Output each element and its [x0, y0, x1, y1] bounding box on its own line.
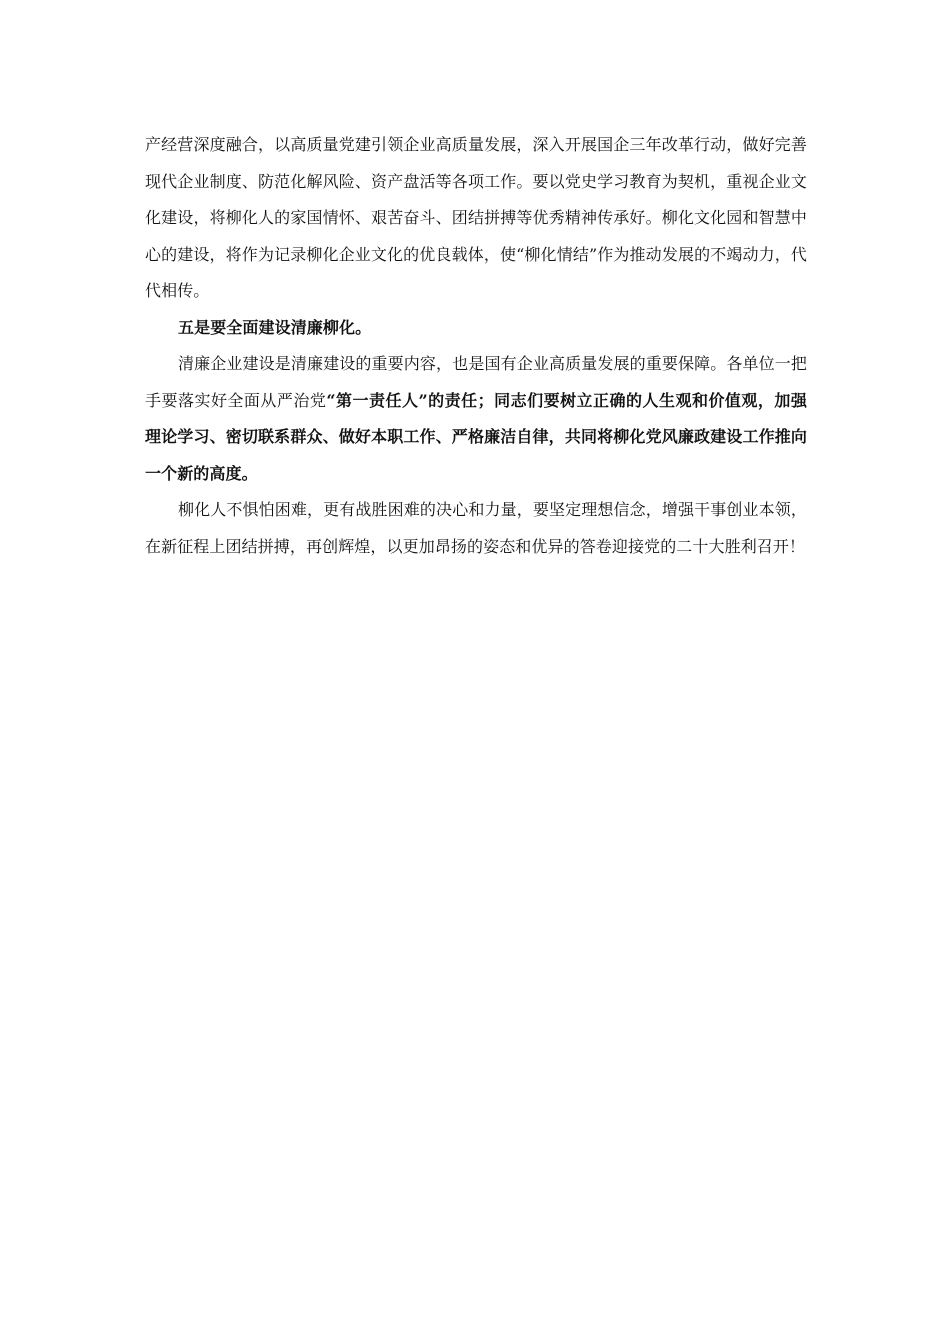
paragraph-clean-enterprise: [145, 346, 807, 492]
paragraph-continuation: 产经营深度融合，以高质量党建引领企业高质量发展，深入开展国企三年改革行动，做好完善现代企业制度、防范化解风险、资产盘活等各项工作。要以党史学习教育为契机，重视企业文化建设，将柳化人的家国情怀、艰苦奋斗、团结拼搏等优秀精神传承好。柳化文化园和智慧中心的建设，将作为记录柳化企业文化的优良载体，使“柳化情结”作为推动发展的不竭动力，代代相传。: [145, 135, 807, 300]
section-heading-five: 五是要全面建设清廉柳化。: [178, 317, 372, 337]
paragraph-clean-enterprise-normal-text: 清廉企业建设是清廉建设的重要内容，也是国有企业高质量发展的重要保障。各单位一把手要落实好全面从严治党: [145, 354, 807, 410]
paragraph-closing: 柳化人不惧怕困难，更有战胜困难的决心和力量，要坚定理想信念，增强干事创业本领，在新征程上团结拼搏，再创辉煌，以更加昂扬的姿态和优异的答卷迎接党的二十大胜利召开！: [145, 500, 807, 556]
document-body: [145, 127, 807, 565]
paragraph-clean-enterprise-bold-text: “第一责任人”的责任；同志们要树立正确的人生观和价值观，加强理论学习、密切联系群众、做好本职工作、严格廉洁自律，共同将柳化党风廉政建设工作推向一个新的高度。: [145, 390, 807, 483]
